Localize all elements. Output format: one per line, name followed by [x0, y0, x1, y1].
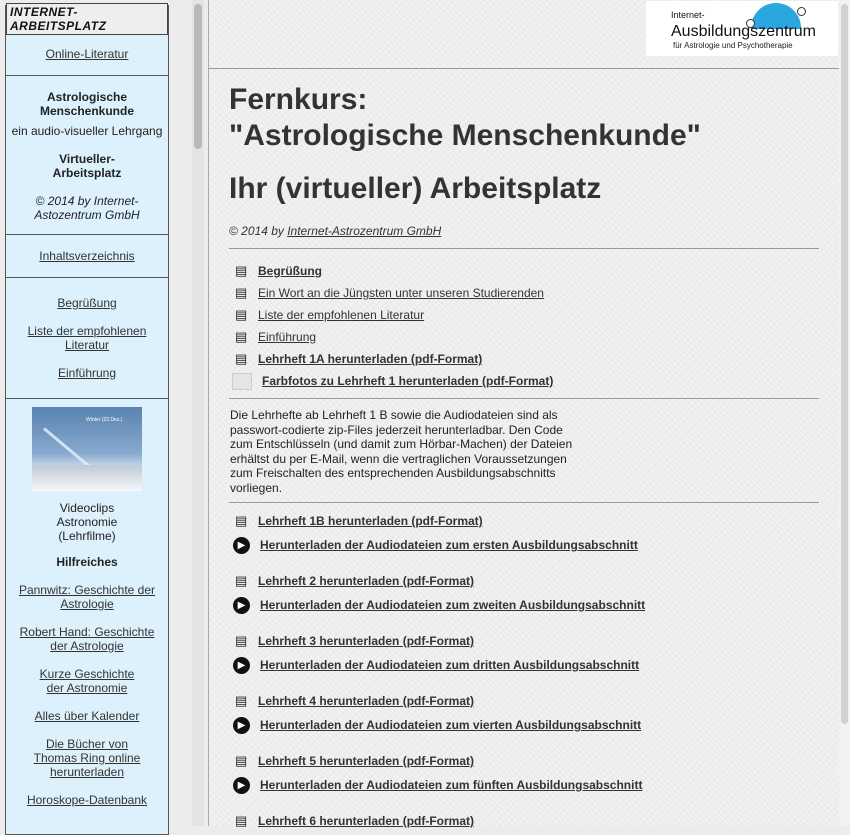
download-pdf-row: [235, 511, 483, 531]
thumb-label-winter: Winter (22.Dez.): [86, 417, 123, 423]
link-audio-3[interactable]: Herunterladen der Audiodateien zum dritten Ausbildungsabschnitt: [260, 658, 640, 672]
workspace-label: Virtueller-Arbeitsplatz: [52, 152, 122, 180]
download-pdf-row: [235, 811, 474, 831]
download-audio-row: [233, 595, 645, 615]
copyright-prefix: © 2014 by: [229, 224, 288, 238]
link-audio-2[interactable]: Herunterladen der Audiodateien zum zweiten Ausbildungsabschnitt: [260, 598, 646, 612]
document-icon: ▤: [235, 329, 248, 344]
link-lehrheft-3[interactable]: Lehrheft 3 herunterladen (pdf-Format): [258, 634, 475, 648]
sidebar-logo: [6, 6, 168, 33]
list-item: [235, 349, 482, 369]
page-title: [229, 82, 701, 154]
snow-landscape: [32, 465, 142, 491]
link-lehrheft-2[interactable]: Lehrheft 2 herunterladen (pdf-Format): [258, 574, 475, 588]
sidebar-scrollbar[interactable]: [192, 0, 204, 826]
divider: [229, 398, 819, 399]
page-scrollbar[interactable]: [839, 0, 850, 826]
link-einfuehrung[interactable]: Einführung: [258, 330, 317, 344]
list-item: [235, 305, 424, 325]
sun-beam-decoration: [43, 427, 91, 468]
list-item: [235, 283, 544, 303]
document-icon: ▤: [235, 693, 248, 708]
document-icon: ▤: [235, 633, 248, 648]
divider: [229, 502, 819, 503]
sidebar-link-einfuehrung[interactable]: Einführung: [57, 366, 117, 380]
document-icon: ▤: [235, 813, 248, 828]
sidebar-link-online-literatur[interactable]: Online-Literatur: [45, 47, 129, 61]
logo-text-small: Internet-: [671, 10, 705, 20]
course-title: Astrologische Menschenkunde: [39, 90, 135, 118]
link-lehrheft-4[interactable]: Lehrheft 4 herunterladen (pdf-Format): [258, 694, 475, 708]
download-audio-row: [233, 535, 638, 555]
speaker-icon: ▶: [233, 717, 250, 734]
header-divider: [209, 68, 839, 69]
link-audio-5[interactable]: Herunterladen der Audiodateien zum fünften Ausbildungsabschnitt: [260, 778, 643, 792]
download-audio-row: [233, 655, 639, 675]
sidebar-link-thomas-ring[interactable]: Die Bücher von Thomas Ring online herunterladen: [33, 737, 141, 779]
speaker-icon: ▶: [233, 537, 250, 554]
sidebar-section-intro-links: [6, 278, 168, 399]
main-content: [208, 0, 840, 826]
astronomy-video-thumbnail[interactable]: [32, 407, 142, 491]
link-literatur[interactable]: Liste der empfohlenen Literatur: [258, 308, 425, 322]
access-info-paragraph: Die Lehrhefte ab Lehrheft 1 B sowie die Audiodateien sind als passwort-codierte zip-Files jederzeit herunterladbar. Den Code zum Entschlüsseln (und damit zum Hörbar-Machen) der Dateien erhältst du per E-Mail, wenn die vertraglichen Voraussetzungen zum Freischalten des entsprechenden Ausbildungsabschnitts vorliegen.: [230, 408, 573, 495]
list-item: [235, 261, 322, 281]
speaker-icon: ▶: [233, 777, 250, 794]
document-icon: ▤: [235, 285, 248, 300]
sidebar-link-robert-hand[interactable]: Robert Hand: Geschichte der Astrologie: [19, 625, 155, 653]
image-placeholder-icon: [232, 373, 252, 390]
link-lehrheft-5[interactable]: Lehrheft 5 herunterladen (pdf-Format): [258, 754, 475, 768]
logo-text-sub: für Astrologie und Psychotherapie: [673, 41, 793, 50]
course-description: ein audio-visueller Lehrgang: [11, 124, 163, 138]
copyright-link[interactable]: Internet-Astrozentrum GmbH: [287, 224, 442, 238]
speaker-icon: ▶: [233, 597, 250, 614]
list-item: [235, 327, 316, 347]
sidebar-section-online: [6, 33, 168, 76]
download-pdf-row: [235, 751, 474, 771]
document-icon: ▤: [235, 351, 248, 366]
page-copyright: [229, 224, 441, 238]
page-title-line-1: Fernkurs:: [229, 83, 368, 116]
document-icon: ▤: [235, 263, 248, 278]
page-title-line-2: "Astrologische Menschenkunde": [229, 119, 701, 152]
document-icon: ▤: [235, 513, 248, 528]
page-scrollbar-thumb[interactable]: [841, 4, 848, 724]
sidebar-logo-text: INTERNET-ARBEITSPLATZ: [6, 3, 168, 35]
helpful-heading: Hilfreiches: [56, 555, 118, 569]
link-farbfotos[interactable]: Farbfotos zu Lehrheft 1 herunterladen (pdf-Format): [262, 374, 554, 388]
link-lehrheft-6[interactable]: Lehrheft 6 herunterladen (pdf-Format): [258, 814, 475, 828]
sidebar-link-literatur[interactable]: Liste der empfohlenen Literatur: [27, 324, 147, 352]
sidebar-link-astronomie[interactable]: Kurze Geschichte der Astronomie: [39, 667, 135, 695]
link-audio-1[interactable]: Herunterladen der Audiodateien zum ersten Ausbildungsabschnitt: [260, 538, 638, 552]
sidebar-link-begruessung[interactable]: Begrüßung: [57, 296, 117, 310]
document-icon: ▤: [235, 307, 248, 322]
videoclips-label: Videoclips Astronomie (Lehrfilme): [56, 501, 118, 543]
link-juengsten[interactable]: Ein Wort an die Jüngsten unter unseren Studierenden: [258, 286, 544, 300]
download-audio-row: [233, 775, 642, 795]
link-lehrheft-1a[interactable]: Lehrheft 1A herunterladen (pdf-Format): [258, 352, 483, 366]
sidebar-section-toc: [6, 235, 168, 278]
speaker-icon: ▶: [233, 657, 250, 674]
ausbildungszentrum-logo[interactable]: [646, 1, 838, 56]
list-item: [232, 371, 553, 391]
download-audio-row: [233, 715, 641, 735]
logo-text-big: Ausbildungszentrum: [671, 23, 816, 40]
sidebar: [5, 5, 169, 835]
document-icon: ▤: [235, 753, 248, 768]
sidebar-link-horoskope[interactable]: Horoskope-Datenbank: [26, 793, 148, 807]
sidebar-link-toc[interactable]: Inhaltsverzeichnis: [39, 249, 135, 263]
sidebar-scrollbar-thumb[interactable]: [194, 4, 202, 149]
link-lehrheft-1b[interactable]: Lehrheft 1B herunterladen (pdf-Format): [258, 514, 483, 528]
sidebar-section-course: [6, 76, 168, 235]
sidebar-section-media: [6, 407, 168, 807]
sidebar-link-kalender[interactable]: Alles über Kalender: [34, 709, 140, 723]
document-icon: ▤: [235, 573, 248, 588]
sidebar-link-pannwitz[interactable]: Pannwitz: Geschichte der Astrologie: [18, 583, 156, 611]
logo-dot-icon: [797, 7, 806, 16]
sidebar-copyright: © 2014 by Internet-Astozentrum GmbH: [34, 194, 140, 222]
page-subtitle: Ihr (virtueller) Arbeitsplatz: [229, 172, 602, 205]
download-pdf-row: [235, 691, 474, 711]
download-pdf-row: [235, 631, 474, 651]
divider: [229, 248, 819, 249]
download-pdf-row: [235, 571, 474, 591]
link-audio-4[interactable]: Herunterladen der Audiodateien zum vierten Ausbildungsabschnitt: [260, 718, 642, 732]
link-begruessung[interactable]: Begrüßung: [258, 264, 322, 278]
